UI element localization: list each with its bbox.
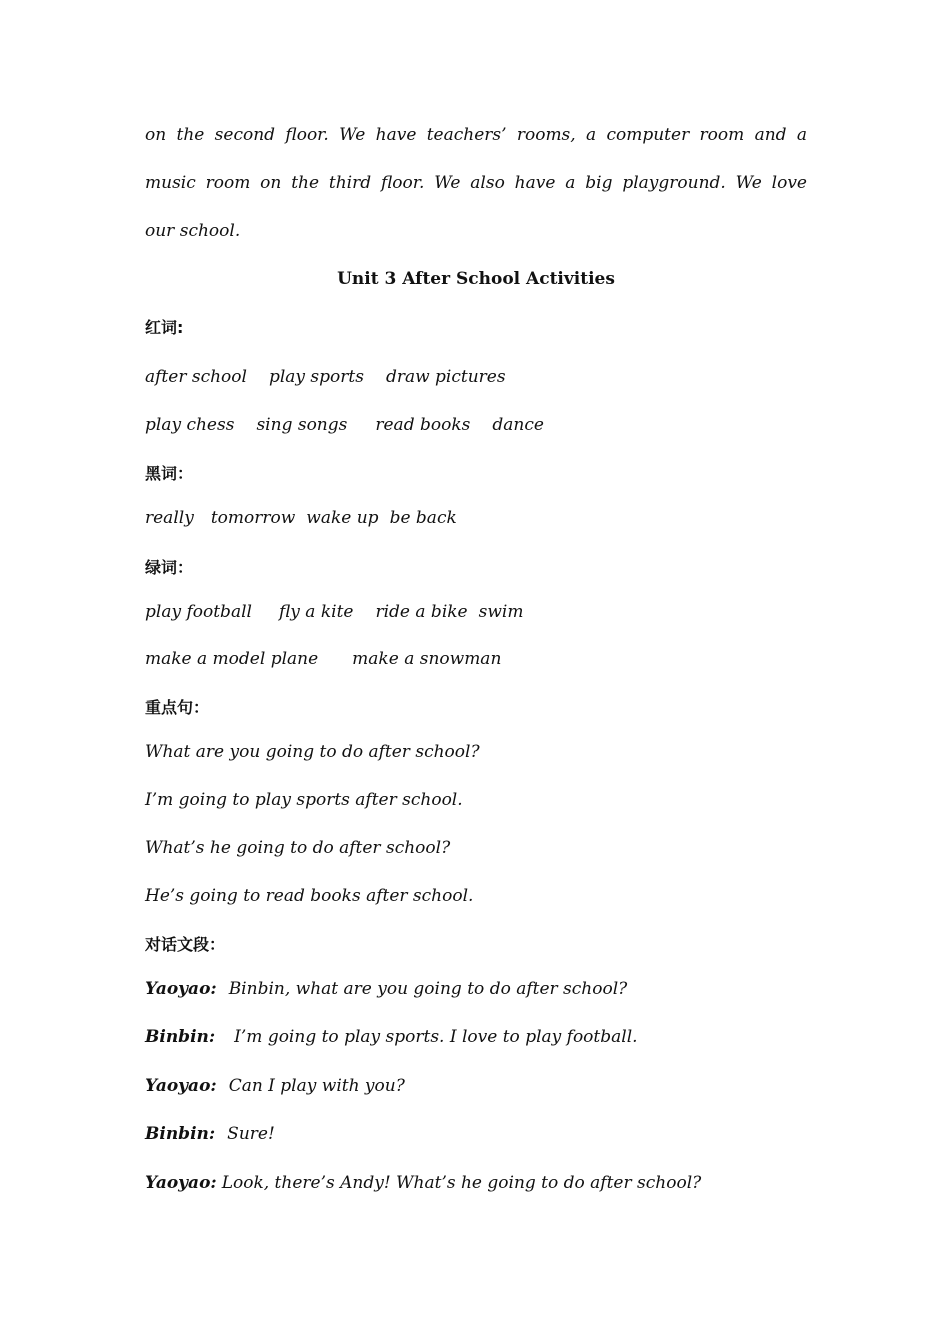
vocab-item: really [145, 508, 194, 528]
vocab-item: dance [492, 415, 544, 435]
vocab-item: make a model plane [145, 649, 319, 669]
speaker-name: Binbin: [145, 1027, 216, 1047]
speaker-name: Yaoyao: [145, 1076, 217, 1096]
unit-title: Unit 3 After School Activities [337, 269, 615, 289]
dialogue-text: Sure! [227, 1124, 275, 1144]
dialogue-line [145, 1025, 638, 1049]
dialogue-line [145, 1074, 405, 1098]
red-words-heading: 红词: [145, 318, 184, 337]
vocab-item: wake up [306, 508, 379, 528]
key-sentence: What are you going to do after school? [145, 742, 480, 762]
red-words-row-1 [145, 365, 506, 389]
vocab-item: swim [478, 602, 524, 622]
black-words-row-1 [145, 506, 457, 530]
green-words-heading: 绿词： [145, 558, 194, 577]
vocab-item: play sports [268, 367, 364, 387]
vocab-item: play chess [145, 415, 235, 435]
passage-line-1: on the second floor. We have teachers’ rooms, a computer room and a [145, 125, 807, 145]
red-words-row-2 [145, 413, 544, 437]
vocab-item: draw pictures [385, 367, 506, 387]
key-sentences-heading: 重点句： [145, 698, 210, 717]
passage-line-2: music room on the third floor. We also have a big playground. We love [145, 173, 807, 193]
dialogue-line [145, 1171, 701, 1195]
key-sentence: What’s he going to do after school? [145, 838, 451, 858]
speaker-name: Yaoyao: [145, 979, 217, 999]
dialogue-line [145, 1122, 275, 1146]
vocab-item: sing songs [256, 415, 348, 435]
key-sentence: I’m going to play sports after school. [145, 790, 463, 810]
speaker-name: Binbin: [145, 1124, 216, 1144]
dialogue-heading: 对话文段： [145, 935, 226, 954]
green-words-row-2 [145, 647, 501, 671]
dialogue-text: Look, there’s Andy! What’s he going to do after school? [221, 1173, 702, 1193]
vocab-item: make a snowman [352, 649, 502, 669]
dialogue-line [145, 977, 627, 1001]
vocab-item: tomorrow [210, 508, 296, 528]
speaker-name: Yaoyao: [145, 1173, 217, 1193]
dialogue-text: Binbin, what are you going to do after school? [228, 979, 628, 999]
black-words-heading: 黑词： [145, 464, 194, 483]
vocab-item: fly a kite [278, 602, 354, 622]
vocab-item: ride a bike [375, 602, 468, 622]
dialogue-text: Can I play with you? [228, 1076, 405, 1096]
dialogue-text: I’m going to play sports. I love to play football. [234, 1027, 638, 1047]
key-sentence: He’s going to read books after school. [145, 886, 474, 906]
green-words-row-1 [145, 600, 523, 624]
vocab-item: play football [145, 602, 252, 622]
passage-line-3: our school. [145, 221, 241, 241]
vocab-item: be back [389, 508, 457, 528]
vocab-item: after school [145, 367, 247, 387]
vocab-item: read books [375, 415, 471, 435]
